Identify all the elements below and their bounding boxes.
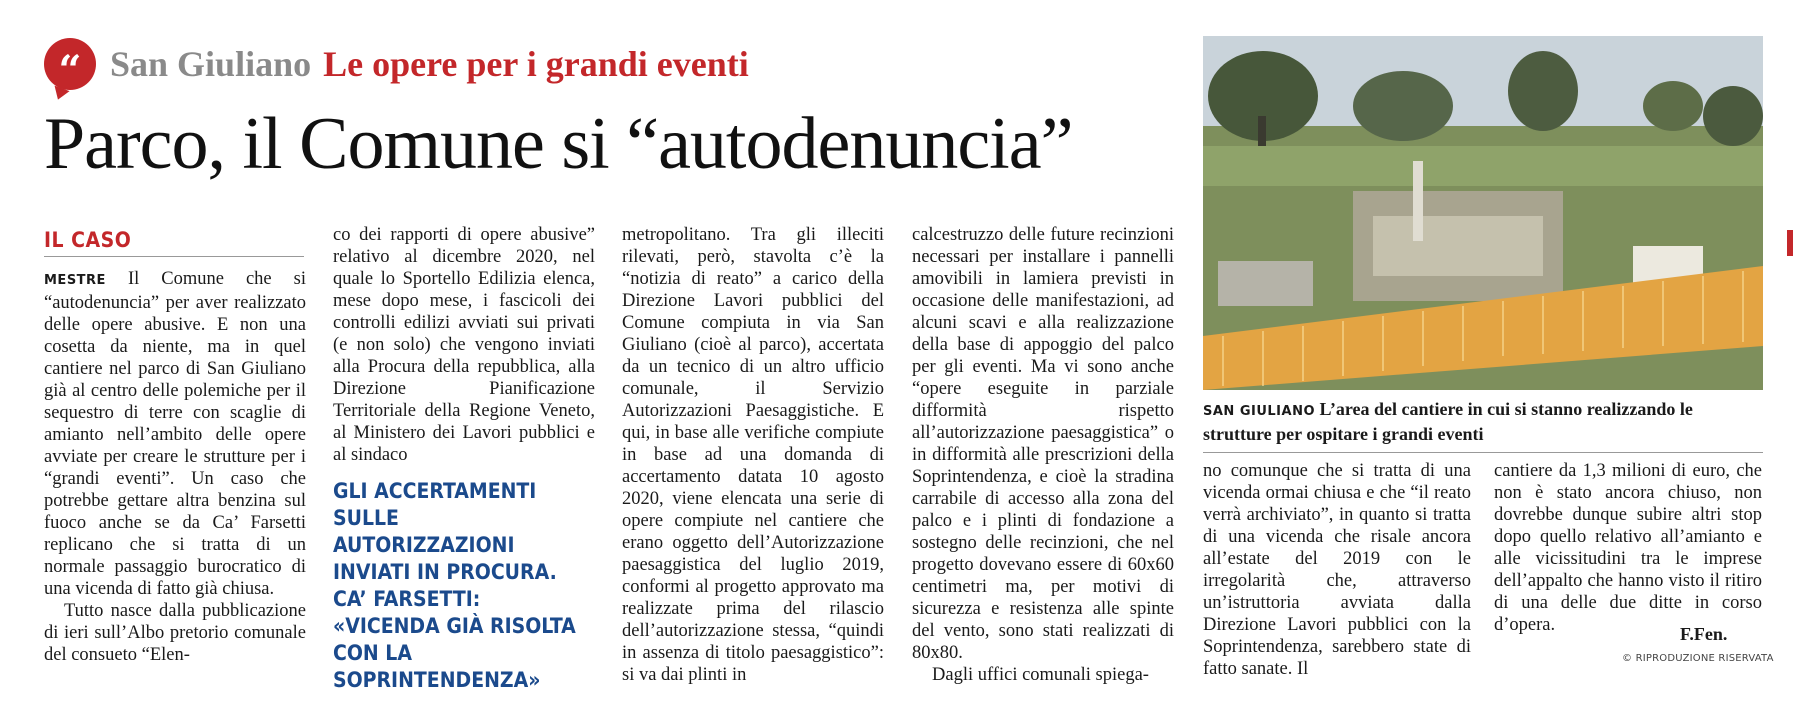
article-column-5 bbox=[1203, 460, 1471, 680]
dateline: MESTRE bbox=[44, 273, 106, 288]
article-column-3 bbox=[622, 224, 884, 686]
article-column-6 bbox=[1494, 460, 1762, 636]
section-divider bbox=[44, 256, 304, 257]
article-column-4 bbox=[912, 224, 1174, 686]
photo-illustration bbox=[1203, 36, 1763, 390]
quote-bubble-icon: “ bbox=[44, 38, 96, 90]
paragraph-1 bbox=[44, 268, 306, 600]
column-2-text: co dei rapporti di opere abusive” relativo al dicembre 2020, nel quale lo Sportello Edilizia elenca, mese dopo mese, i fascicoli dei controlli edilizi avviati sui privati (e non solo) che vengono inviati alla Procura della repubblica, alla Direzione Pianificazione Territoriale della Regione Veneto, al Ministero dei Lavori pubblici e al sindaco bbox=[333, 225, 595, 465]
headline: Parco, il Comune si “autodenuncia” bbox=[44, 103, 1073, 185]
column-6-text: cantiere da 1,3 milioni di euro, che non è stato ancora chiuso, non dovrebbe dunque subire altri stop dopo quello relativo all’amianto e alle vicissitudini tra le imprese dell’appalto che hanno visto il ritiro di una delle due ditte in corso d’opera. bbox=[1494, 461, 1762, 635]
caption-divider bbox=[1203, 452, 1763, 453]
pull-quote: GLI ACCERTAMENTI SULLE AUTORIZZAZIONI INVIATI IN PROCURA. CA’ FARSETTI: «VICENDA GIÀ RISOLTA CON LA SOPRINTENDENZA» bbox=[333, 479, 576, 692]
kicker bbox=[44, 36, 749, 92]
kicker-place: San Giuliano bbox=[110, 44, 312, 84]
column-3-text: metropolitano. Tra gli illeciti rilevati, però, stavolta c’è la “notizia di reato” a carico della Direzione Lavori pubblici del Comune compiuta in via San Giuliano (cioè al parco), accertata da un tecnico di un altro ufficio comunale, il Servizio Autorizzazioni Paesaggistiche. E qui, in base alle verifiche compiute in base ad una domanda di accertamento datata 10 agosto 2020, viene elencata una serie di opere compiute nel cantiere che erano oggetto dell’Autorizzazione paesaggistica del luglio 2019, conformi al progetto approvato ma realizzate prima del rilascio dell’autorizzazione stessa, “quindi in assenza di titolo paesaggistico”: si va dai plinti in bbox=[622, 225, 884, 685]
kicker-topic: Le opere per i grandi eventi bbox=[323, 44, 749, 84]
article-column-1 bbox=[44, 268, 306, 666]
construction-site-photo bbox=[1203, 36, 1763, 390]
column-4-text: calcestruzzo delle future recinzioni necessari per installare i pannelli amovibili in lamiera previsti in occasione delle manifestazioni, ad alcuni scavi e alla realizzazione della base di appoggio del palco per gli eventi. Ma vi sono anche “opere eseguite in parziale difformità rispetto all’autorizzazione paesaggistica” o in difformità alle prescrizioni della Soprintendenza, e cioè la stradina carrabile di accesso alla zona del palco e i plinti di fondazione a sostegno delle recinzioni, che nel progetto dovevano essere di 60x60 centimetri ma, per motivi di sicurezza e resistenza alle spinte del vento, sono stati realizzati di 80x80. bbox=[912, 225, 1174, 663]
author-signature: F.Fen. bbox=[1680, 624, 1728, 644]
column-4-text-2: Dagli uffici comunali spiega- bbox=[932, 665, 1149, 685]
section-tag: IL CASO bbox=[44, 228, 132, 252]
caption-text: L’area del cantiere in cui si stanno realizzando le strutture per ospitare i grandi eventi bbox=[1203, 399, 1693, 444]
caption-place: SAN GIULIANO bbox=[1203, 404, 1316, 419]
copyright-notice: © RIPRODUZIONE RISERVATA bbox=[1622, 653, 1774, 664]
column-5-text: no comunque che si tratta di una vicenda ormai chiusa e che “il reato verrà archiviato”, in quanto si tratta di una vicenda che risale ancora all’estate del 2019 con le irregolarità che, attraverso un’istruttoria avviata dalla Direzione Lavori pubblici con la Soprintendenza, sarebbero state di fatto sanate. Il bbox=[1203, 461, 1471, 679]
article-column-2 bbox=[333, 224, 595, 466]
paragraph-2: Tutto nasce dalla pubblicazione di ieri sull’Albo pretorio comunale del consueto “Elen- bbox=[44, 601, 306, 665]
paragraph-1-text: Il Comune che si “autodenuncia” per aver realizzato delle opere abusive. E non una cosetta da niente, ma in quel cantiere nel parco di San Giuliano già al centro delle polemiche per il sequestro di terre con scaglie di amianto nell’ambito delle opere avviate per creare le strutture per i “grandi eventi”. Un caso che potrebbe gettare altra benzina sul fuoco anche se da Ca’ Farsetti replicano che si tratta di un normale passaggio burocratico di una vicenda di fatto già chiusa. bbox=[44, 269, 306, 599]
page-edge-marker bbox=[1787, 230, 1793, 256]
photo-caption bbox=[1203, 398, 1763, 446]
